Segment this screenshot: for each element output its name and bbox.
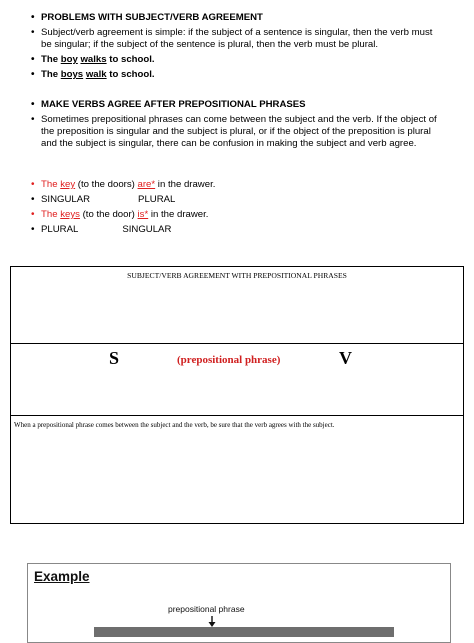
text: in the drawer. xyxy=(148,209,209,220)
example-panel xyxy=(27,563,451,643)
subject-word: boys xyxy=(60,69,84,80)
table-row-diagram xyxy=(11,343,463,416)
rule-text: • Subject/verb agreement is simple: if the subject of a sentence is singular, then the verb must be singular; if the subject of the sentence is plural, then the verb must be plural. xyxy=(31,27,441,51)
text: (to the doors) xyxy=(75,179,138,190)
table-row-caption xyxy=(11,267,463,344)
table-note: When a prepositional phrase comes between the subject and the verb, be sure that the verb agrees with the subject. xyxy=(14,421,335,429)
text: The xyxy=(41,179,61,190)
verb-word: walk xyxy=(85,69,107,80)
down-arrow-icon xyxy=(208,616,216,627)
section-subject-verb-agreement xyxy=(31,12,441,84)
subject-word: key xyxy=(60,179,76,190)
verb-letter: V xyxy=(339,348,352,368)
verb-word: are* xyxy=(137,179,156,190)
text: The xyxy=(41,54,61,65)
example-singular xyxy=(31,54,441,66)
example-sentence-bar xyxy=(94,627,394,637)
labels-plural-singular xyxy=(31,224,441,236)
text: to school. xyxy=(106,54,155,65)
subject-word: boy xyxy=(60,54,78,65)
example-key-are xyxy=(31,179,441,191)
label-a: SINGULAR xyxy=(41,194,91,205)
table-row-note xyxy=(11,415,463,523)
heading-problems: • PROBLEMS WITH SUBJECT/VERB AGREEMENT xyxy=(31,12,441,24)
labels-singular-plural xyxy=(31,194,441,206)
example-title: Example xyxy=(34,569,90,584)
label-b: PLURAL xyxy=(138,194,176,205)
prepositional-phrase-caption: prepositional phrase xyxy=(168,604,245,614)
label-a: PLURAL xyxy=(41,224,79,235)
heading-prepositional: • MAKE VERBS AGREE AFTER PREPOSITIONAL PHRASES xyxy=(31,99,441,111)
prepositional-body: • Sometimes prepositional phrases can come between the subject and the verb. If the object of the preposition is singular and the subject is plural, or if the object of the preposition is plural and the subject is singular, there can be confusion in making the subject and verb agree. xyxy=(31,114,441,150)
subject-word: keys xyxy=(60,209,80,220)
example-keys-is xyxy=(31,209,441,221)
verb-word: walks xyxy=(80,54,107,65)
example-plural xyxy=(31,69,441,81)
verb-word: is* xyxy=(137,209,149,220)
prepositional-phrase-label: (prepositional phrase) xyxy=(177,354,281,366)
table-caption: SUBJECT/VERB AGREEMENT WITH PREPOSITIONAL PHRASES xyxy=(127,271,347,280)
label-b: SINGULAR xyxy=(122,224,172,235)
subject-letter: S xyxy=(109,348,120,368)
section-examples xyxy=(31,179,441,239)
section-prepositional-phrases xyxy=(31,99,441,153)
text: (to the door) xyxy=(79,209,138,220)
text: The xyxy=(41,69,61,80)
text: to school. xyxy=(106,69,155,80)
text: The xyxy=(41,209,61,220)
text: in the drawer. xyxy=(155,179,216,190)
agreement-table xyxy=(10,266,464,524)
